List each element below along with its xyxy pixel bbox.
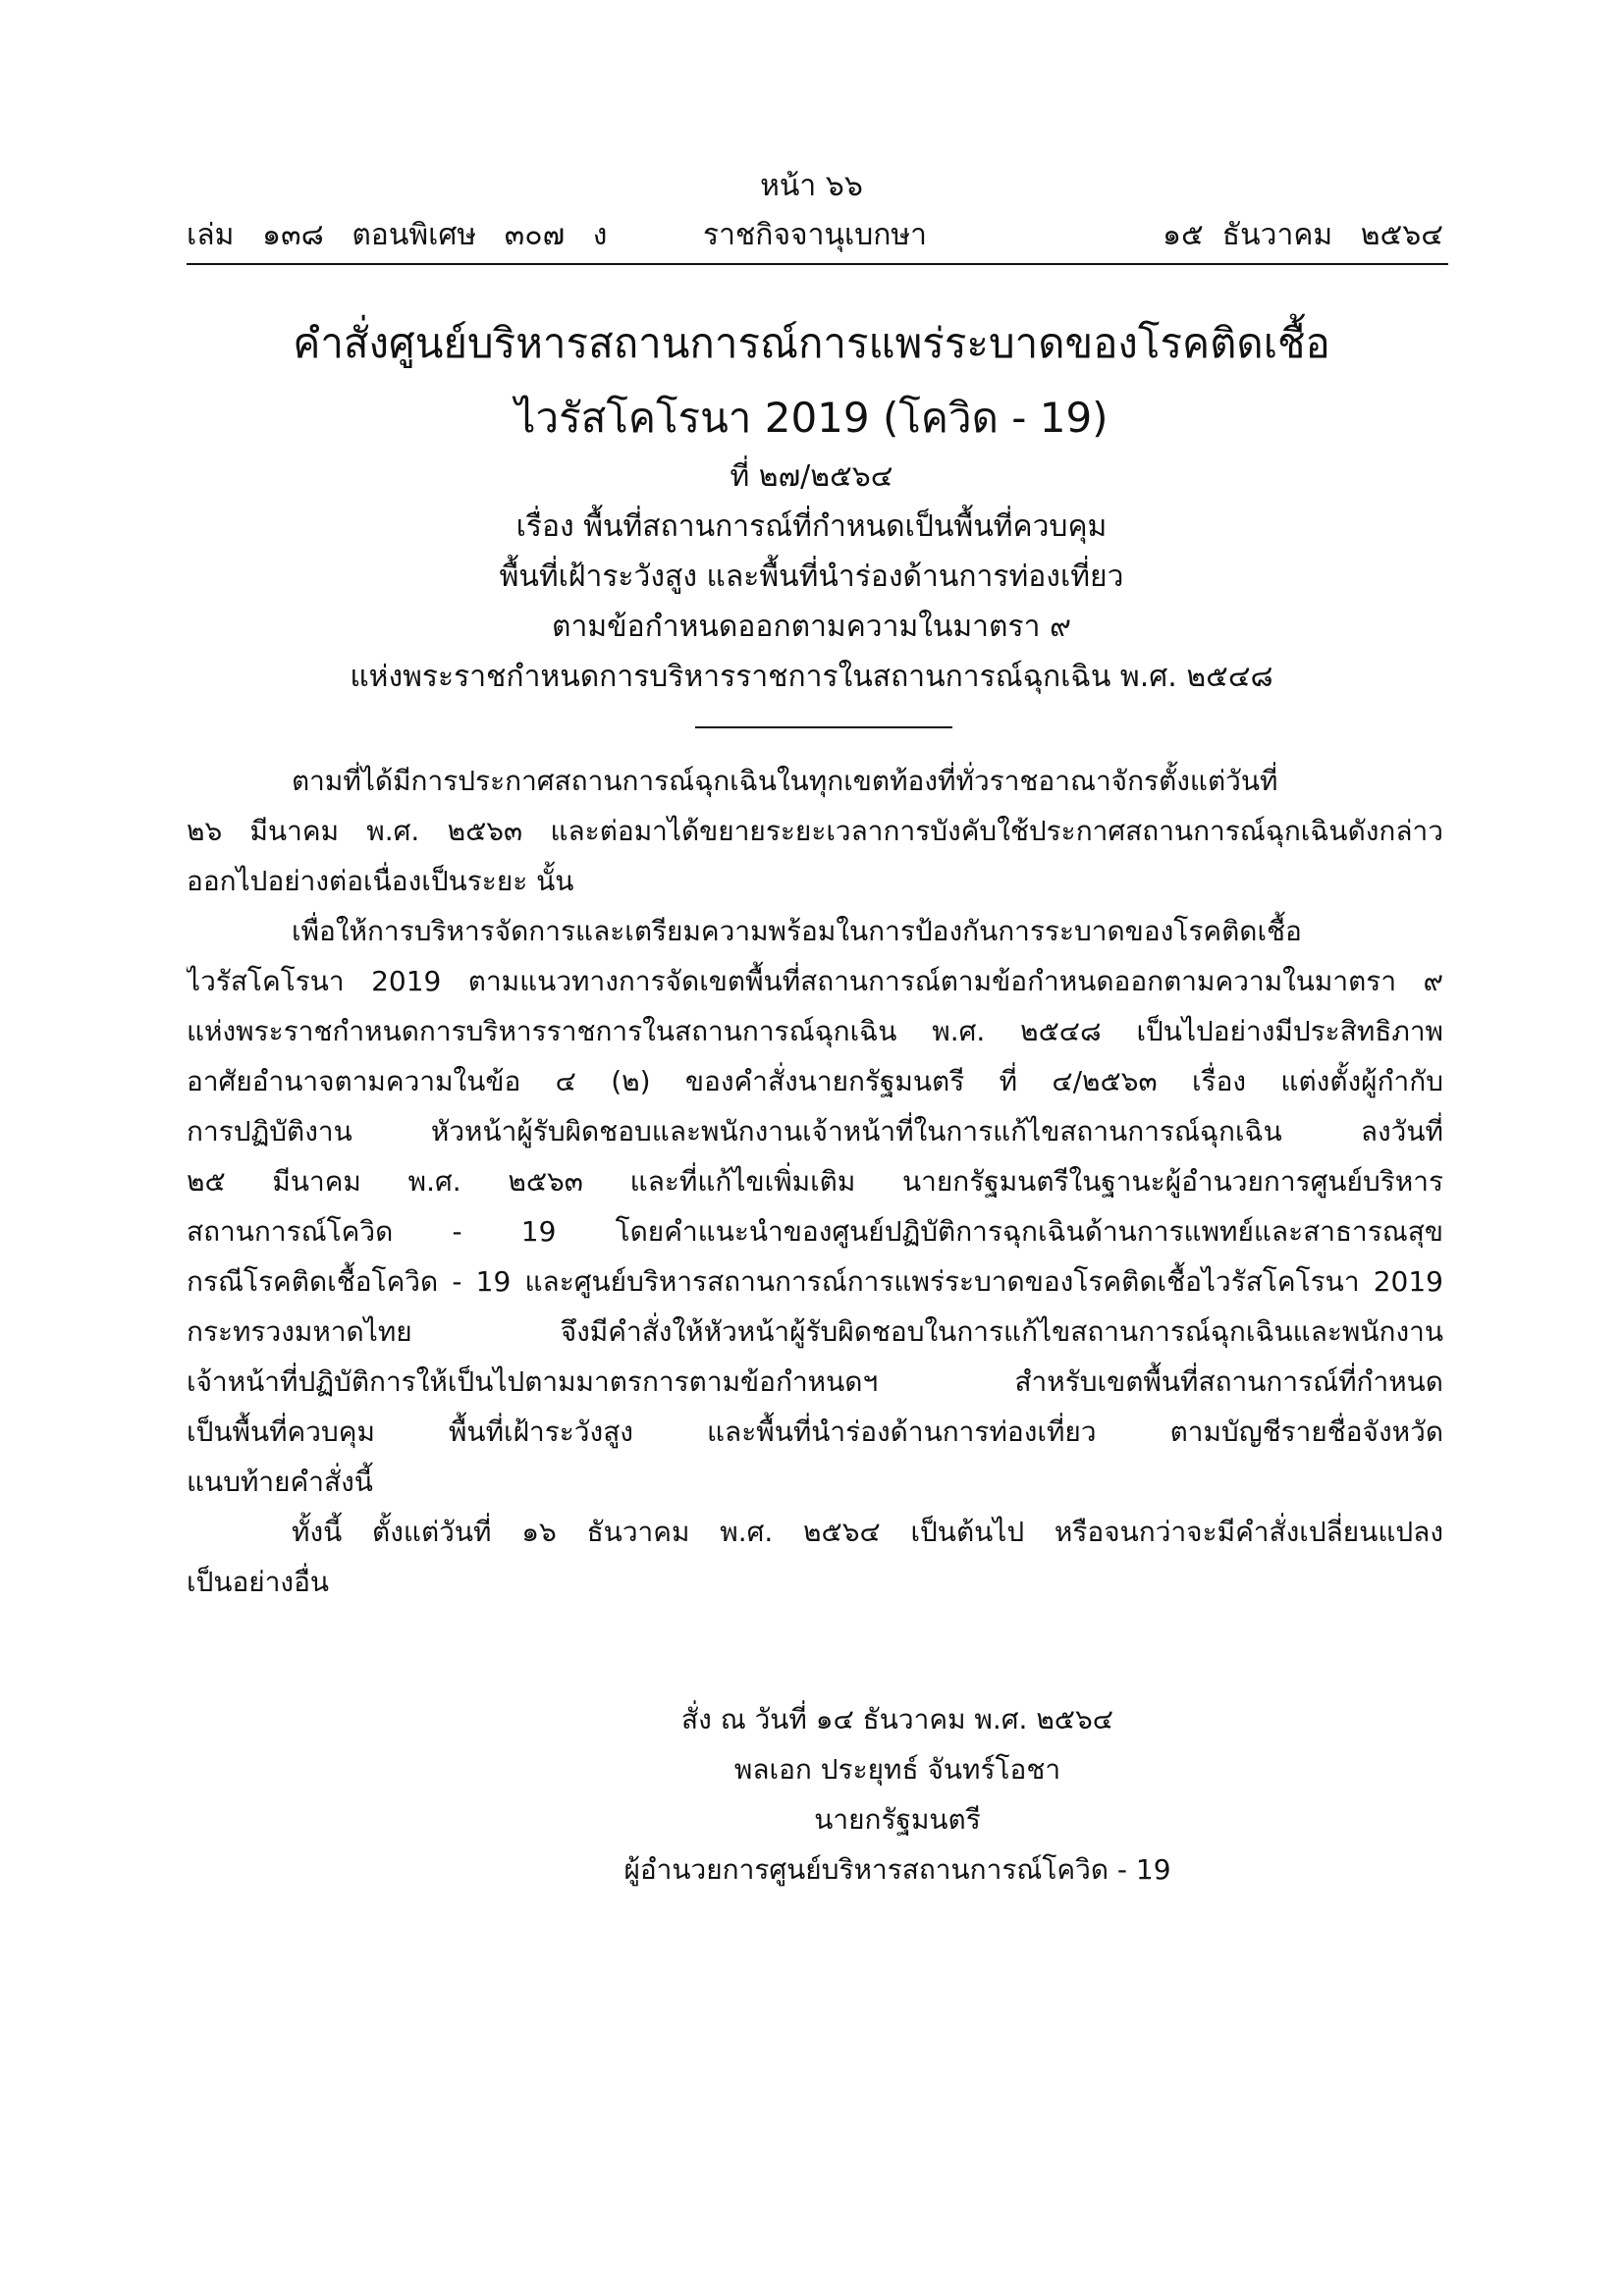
text-line: ไวรัสโคโรนา 2019 ตามแนวทางการจัดเขตพื้นที่สถานการณ์ตามข้อกำหนดออกตามความในมาตรา ๙ — [187, 965, 1443, 997]
order-body — [187, 756, 1443, 1607]
publication-date: ๑๕ ธันวาคม ๒๕๖๔ — [1162, 218, 1443, 252]
text-line: ๒๕ มีนาคม พ.ศ. ๒๕๖๓ และที่แก้ไขเพิ่มเติม นายกรัฐมนตรีในฐานะผู้อำนวยการศูนย์บริหาร — [187, 1165, 1443, 1198]
paragraph-2 — [187, 906, 1443, 1507]
text-line: ตามที่ได้มีการประกาศสถานการณ์ฉุกเฉินในทุกเขตท้องที่ทั่วราชอาณาจักรตั้งแต่วันที่ — [292, 765, 1278, 797]
issue-date: สั่ง ณ วันที่ ๑๔ ธันวาคม พ.ศ. ๒๕๖๔ — [681, 1703, 1113, 1735]
gazette-name: ราชกิจจานุเบกษา — [702, 218, 928, 252]
signatory-name: พลเอก ประยุทธ์ จันทร์โอชา — [733, 1753, 1061, 1786]
order-number: ที่ ๒๗/๒๕๖๔ — [730, 459, 893, 494]
title-line-1: คำสั่งศูนย์บริหารสถานการณ์การแพร่ระบาดของโรคติดเชื้อ — [293, 319, 1330, 367]
title-divider — [695, 726, 952, 728]
subject-line-4: แห่งพระราชกำหนดการบริหารราชการในสถานการณ์ฉุกเฉิน พ.ศ. ๒๕๔๘ — [350, 660, 1273, 694]
text-line: ออกไปอย่างต่อเนื่องเป็นระยะ นั้น — [187, 865, 574, 897]
page-number: หน้า ๖๖ — [760, 169, 863, 203]
text-line: กระทรวงมหาดไทย จึงมีคำสั่งให้หัวหน้าผู้รับผิดชอบในการแก้ไขสถานการณ์ฉุกเฉินและพนักงาน — [187, 1315, 1443, 1348]
text-line: สถานการณ์โควิด - 19 โดยคำแนะนำของศูนย์ปฏิบัติการฉุกเฉินด้านการแพทย์และสาธารณสุข — [187, 1215, 1443, 1248]
text-line: เป็นพื้นที่ควบคุม พื้นที่เฝ้าระวังสูง และพื้นที่นำร่องด้านการท่องเที่ยว ตามบัญชีรายชื่อจังหวัด — [187, 1415, 1443, 1448]
text-line: ทั้งนี้ ตั้งแต่วันที่ ๑๖ ธันวาคม พ.ศ. ๒๕๖๔ เป็นต้นไป หรือจนกว่าจะมีคำสั่งเปลี่ยนแปลง — [292, 1516, 1443, 1548]
text-line: ๒๖ มีนาคม พ.ศ. ๒๕๖๓ และต่อมาได้ขยายระยะเวลาการบังคับใช้ประกาศสถานการณ์ฉุกเฉินดังกล่าว — [187, 815, 1443, 847]
volume-issue: เล่ม ๑๓๘ ตอนพิเศษ ๓๐๗ ง — [187, 218, 608, 252]
gazette-header — [187, 216, 1443, 255]
text-line: แนบท้ายคำสั่งนี้ — [187, 1466, 373, 1498]
paragraph-3 — [187, 1507, 1443, 1607]
text-line: เป็นอย่างอื่น — [187, 1566, 330, 1598]
paragraph-1 — [187, 756, 1443, 906]
subject-line-2: พื้นที่เฝ้าระวังสูง และพื้นที่นำร่องด้านการท่องเที่ยว — [499, 560, 1124, 594]
header-divider — [187, 263, 1448, 265]
text-line: การปฏิบัติงาน หัวหน้าผู้รับผิดชอบและพนักงานเจ้าหน้าที่ในการแก้ไขสถานการณ์ฉุกเฉิน ลงวันที่ — [187, 1115, 1443, 1148]
text-line: อาศัยอำนาจตามความในข้อ ๔ (๒) ของคำสั่งนายกรัฐมนตรี ที่ ๔/๒๕๖๓ เรื่อง แต่งตั้งผู้กำกับ — [187, 1065, 1443, 1097]
text-line: เจ้าหน้าที่ปฏิบัติการให้เป็นไปตามมาตรการตามข้อกำหนดฯ สำหรับเขตพื้นที่สถานการณ์ที่กำหนด — [187, 1365, 1443, 1398]
text-line: กรณีโรคติดเชื้อโควิด - 19 และศูนย์บริหารสถานการณ์การแพร่ระบาดของโรคติดเชื้อไวรัสโคโรนา 2019 — [187, 1265, 1443, 1298]
signatory-position: นายกรัฐมนตรี — [814, 1803, 981, 1836]
title-line-2: ไวรัสโคโรนา 2019 (โควิด - 19) — [514, 394, 1109, 442]
subject-line-3: ตามข้อกำหนดออกตามความในมาตรา ๙ — [552, 610, 1071, 644]
text-line: แห่งพระราชกำหนดการบริหารราชการในสถานการณ์ฉุกเฉิน พ.ศ. ๒๕๔๘ เป็นไปอย่างมีประสิทธิภาพ — [187, 1015, 1443, 1047]
order-subject — [0, 452, 1623, 702]
signatory-role: ผู้อำนวยการศูนย์บริหารสถานการณ์โควิด - 19 — [623, 1853, 1171, 1886]
order-title — [0, 306, 1623, 455]
subject-line-1: เรื่อง พื้นที่สถานการณ์ที่กำหนดเป็นพื้นที่ควบคุม — [515, 509, 1108, 544]
text-line: เพื่อให้การบริหารจัดการและเตรียมความพร้อมในการป้องกันการระบาดของโรคติดเชื้อ — [292, 915, 1302, 947]
